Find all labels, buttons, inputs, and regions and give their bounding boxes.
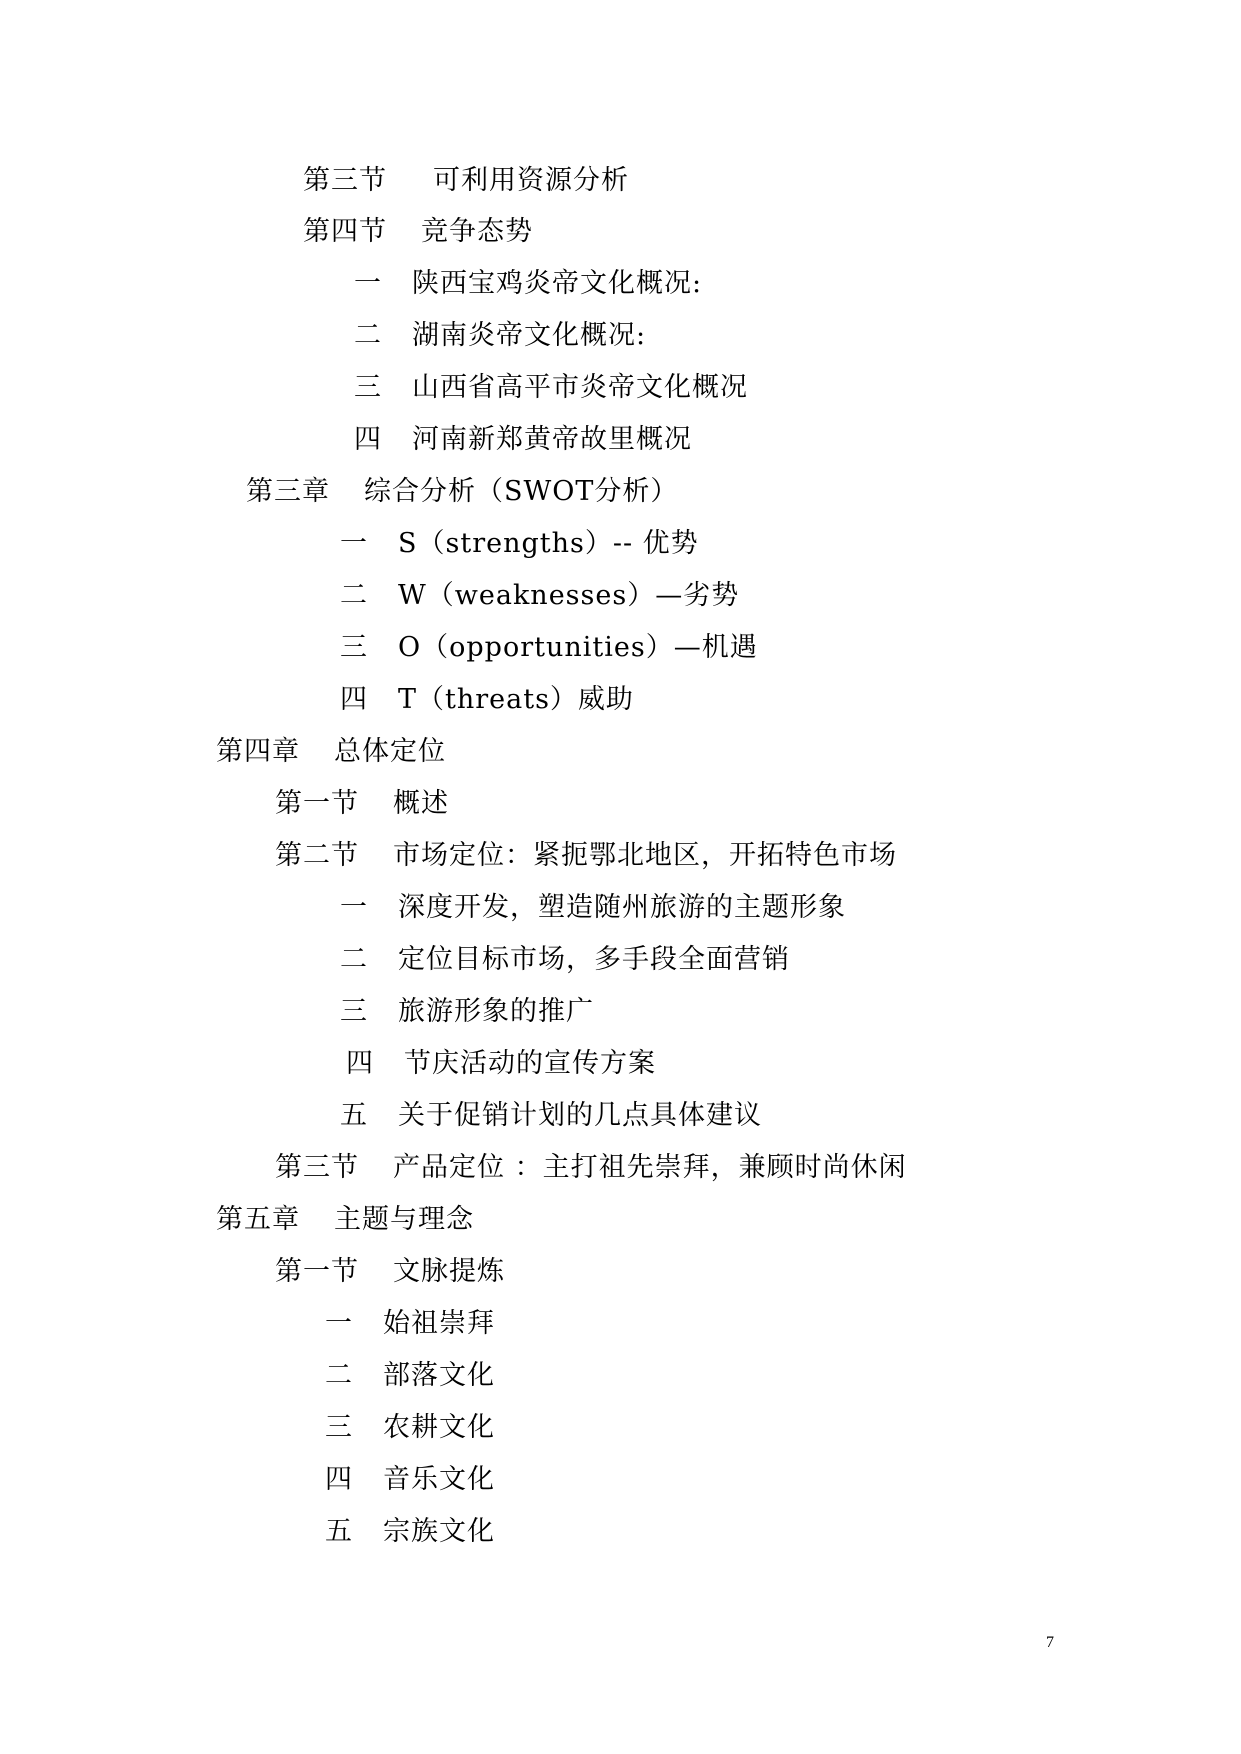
toc-entry-title: 综合分析（SWOT分析） (364, 476, 679, 507)
toc-entry (216, 1197, 474, 1243)
toc-entry (354, 365, 748, 411)
toc-entry-number: 二 (325, 1360, 353, 1391)
toc-entry-title: 部落文化 (383, 1360, 495, 1391)
toc-entry-title: 关于促销计划的几点具体建议 (398, 1100, 762, 1131)
toc-entry-number: 三 (354, 372, 382, 403)
toc-entry-number: 第二节 (275, 840, 359, 871)
toc-entry (325, 1509, 495, 1555)
toc-entry-number: 第一节 (275, 1256, 359, 1287)
toc-entry-number: 一 (340, 528, 368, 559)
toc-entry (340, 937, 790, 983)
toc-entry-title: 陕西宝鸡炎帝文化概况: (412, 268, 703, 299)
toc-entry-number: 三 (340, 632, 368, 663)
toc-entry (340, 573, 739, 619)
toc-entry-number: 三 (325, 1412, 353, 1443)
toc-entry (340, 989, 594, 1035)
toc-entry-number: 一 (340, 892, 368, 923)
toc-entry-number: 四 (346, 1048, 374, 1079)
toc-entry (354, 417, 692, 463)
toc-entry (346, 1041, 656, 1087)
toc-entry-title: 宗族文化 (383, 1516, 495, 1547)
toc-entry-title: 产品定位 ：主打祖先崇拜，兼顾时尚休闲 (393, 1152, 907, 1183)
toc-entry (275, 1249, 505, 1295)
toc-entry-number: 第四章 (216, 736, 300, 767)
toc-entry (325, 1457, 495, 1503)
toc-entry-number: 二 (340, 580, 368, 611)
toc-entry (303, 209, 533, 255)
toc-entry-number: 四 (325, 1464, 353, 1495)
toc-entry-title: 河南新郑黄帝故里概况 (412, 424, 692, 455)
toc-entry-title: 音乐文化 (383, 1464, 495, 1495)
toc-entry-title: 节庆活动的宣传方案 (404, 1048, 656, 1079)
toc-entry (340, 625, 758, 671)
toc-entry-title: 农耕文化 (383, 1412, 495, 1443)
toc-entry (303, 158, 629, 204)
toc-entry (340, 1093, 762, 1139)
toc-entry-number: 第三章 (246, 476, 330, 507)
toc-entry-number: 第三节 (275, 1152, 359, 1183)
toc-entry-number: 二 (354, 320, 382, 351)
toc-entry-title: 文脉提炼 (393, 1256, 505, 1287)
toc-entry (325, 1405, 495, 1451)
toc-entry (275, 781, 449, 827)
toc-entry-title: 旅游形象的推广 (398, 996, 594, 1027)
toc-entry-number: 二 (340, 944, 368, 975)
toc-entry-title: S（strengths）-- 优势 (398, 528, 699, 559)
toc-entry-title: 山西省高平市炎帝文化概况 (412, 372, 748, 403)
toc-entry (216, 729, 446, 775)
toc-entry (340, 885, 846, 931)
toc-entry-title: 可利用资源分析 (433, 165, 629, 196)
toc-entry (275, 833, 897, 879)
toc-entry (275, 1145, 907, 1191)
page-number: 7 (1046, 1634, 1054, 1651)
toc-entry-number: 四 (340, 684, 368, 715)
toc-entry (340, 521, 699, 567)
toc-entry-title: W（weaknesses）—劣势 (398, 580, 740, 611)
toc-entry-number: 第五章 (216, 1204, 300, 1235)
toc-entry-title: 湖南炎帝文化概况: (412, 320, 647, 351)
toc-entry-number: 第一节 (275, 788, 359, 819)
toc-entry-title: 主题与理念 (334, 1204, 474, 1235)
toc-entry-number: 三 (340, 996, 368, 1027)
toc-entry-title: 总体定位 (334, 736, 446, 767)
toc-entry-title: O（opportunities）—机遇 (398, 632, 758, 663)
toc-entry (354, 313, 646, 359)
toc-entry (325, 1353, 495, 1399)
toc-entry-number: 四 (354, 424, 382, 455)
toc-entry-number: 一 (325, 1308, 353, 1339)
toc-entry (325, 1301, 495, 1347)
toc-entry-title: 始祖崇拜 (383, 1308, 495, 1339)
toc-entry-number: 一 (354, 268, 382, 299)
toc-entry-number: 五 (325, 1516, 353, 1547)
toc-entry-title: T（threats）威助 (398, 684, 634, 715)
toc-entry (354, 261, 702, 307)
toc-entry-title: 概述 (393, 788, 449, 819)
toc-entry-title: 深度开发，塑造随州旅游的主题形象 (398, 892, 846, 923)
toc-entry-title: 定位目标市场，多手段全面营销 (398, 944, 790, 975)
toc-entry (340, 677, 634, 723)
toc-entry-title: 市场定位：紧扼鄂北地区，开拓特色市场 (393, 840, 897, 871)
toc-entry-number: 五 (340, 1100, 368, 1131)
toc-entry (246, 469, 678, 515)
toc-entry-number: 第三节 (303, 165, 387, 196)
toc-entry-number: 第四节 (303, 216, 387, 247)
toc-entry-title: 竞争态势 (421, 216, 533, 247)
